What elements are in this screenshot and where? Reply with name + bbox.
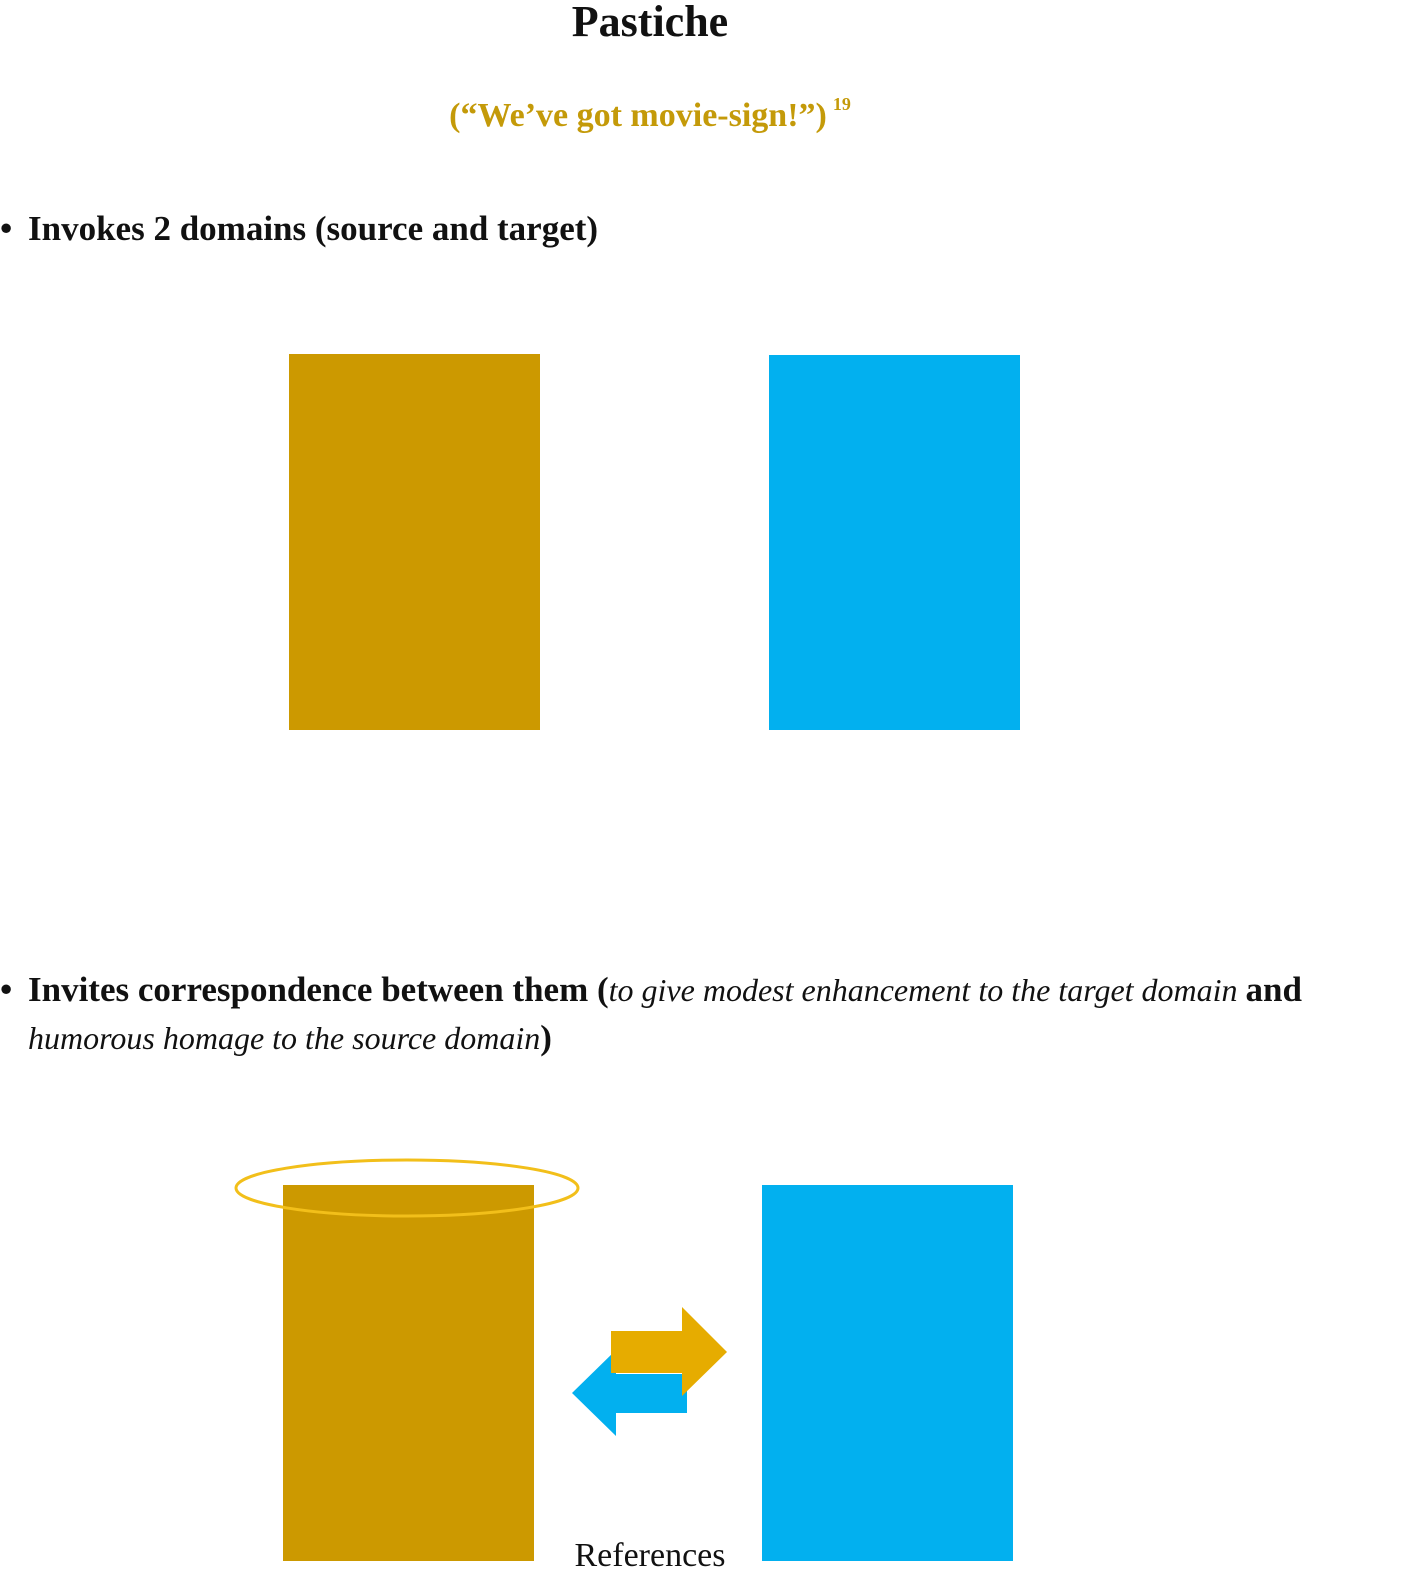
bullet-bold-and: and [1245,970,1302,1009]
bullet-italic-1: to give modest enhancement to the target domain [608,972,1246,1008]
footnote-marker: 19 [832,94,851,114]
bullet-marker: • [0,970,13,1009]
bullet-italic-2: humorous homage to the source domain [28,1020,541,1056]
bullet-bold-end: ) [540,1018,552,1057]
bullet-marker: • [0,209,13,248]
subtitle-text: (“We’ve got movie-sign!”) [449,97,827,134]
page-title: Pastiche [571,0,729,46]
bullet-text: Invokes 2 domains (source and target) [28,209,599,248]
bullet-bold-start: Invites correspondence between them ( [28,970,609,1009]
references-label: References [574,1537,726,1574]
halo-ring [236,1160,578,1216]
